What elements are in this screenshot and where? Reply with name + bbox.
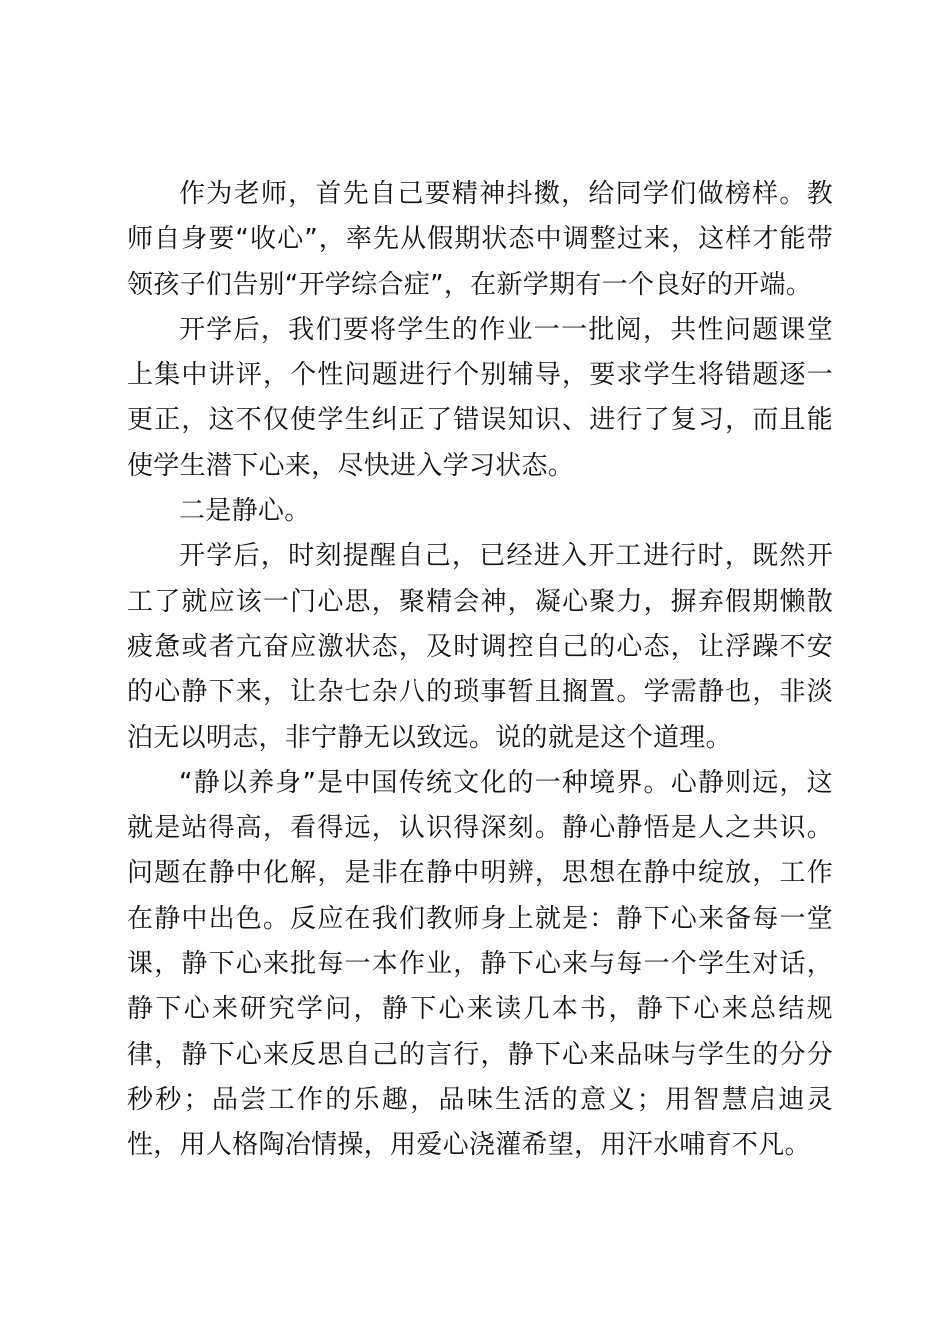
paragraph-focus: 开学后，时刻提醒自己，已经进入开工进行时，既然开工了就应该一门心思，聚精会神，凝心聚力，摒弃假期懒散疲惫或者亢奋应激状态，及时调控自己的心态，让浮躁不安的心静下来，让杂七杂八的琐事暂且搁置。学需静也，非淡泊无以明志，非宁静无以致远。说的就是这个道理。 bbox=[127, 541, 833, 753]
paragraph-teacher-role: 作为老师，首先自己要精神抖擞，给同学们做榜样。教师自身要“收心”，率先从假期状态中调整过来，这样才能带领孩子们告别“开学综合症”，在新学期有一个良好的开端。 bbox=[127, 179, 833, 300]
paragraph-tranquility: “静以养身”是中国传统文化的一种境界。心静则远，这就是站得高，看得远，认识得深刻。静心静悟是人之共识。问题在静中化解，是非在静中明辨，思想在静中绽放，工作在静中出色。反应在我们教师身上就是：静下心来备每一堂课，静下心来批每一本作业，静下心来与每一个学生对话，静下心来研究学问，静下心来读几本书，静下心来总结规律，静下心来反思自己的言行，静下心来品味与学生的分分秒秒；品尝工作的乐趣，品味生活的意义；用智慧启迪灵性，用人格陶冶情操，用爱心浇灌希望，用汗水哺育不凡。 bbox=[127, 767, 833, 1161]
document-body bbox=[127, 172, 833, 1169]
section-heading-calm-mind: 二是静心。 bbox=[179, 496, 311, 527]
paragraph-homework-review: 开学后，我们要将学生的作业一一批阅，共性问题课堂上集中讲评，个性问题进行个别辅导，要求学生将错题逐一更正，这不仅使学生纠正了错误知识、进行了复习，而且能使学生潜下心来，尽快进入学习状态。 bbox=[127, 314, 833, 481]
